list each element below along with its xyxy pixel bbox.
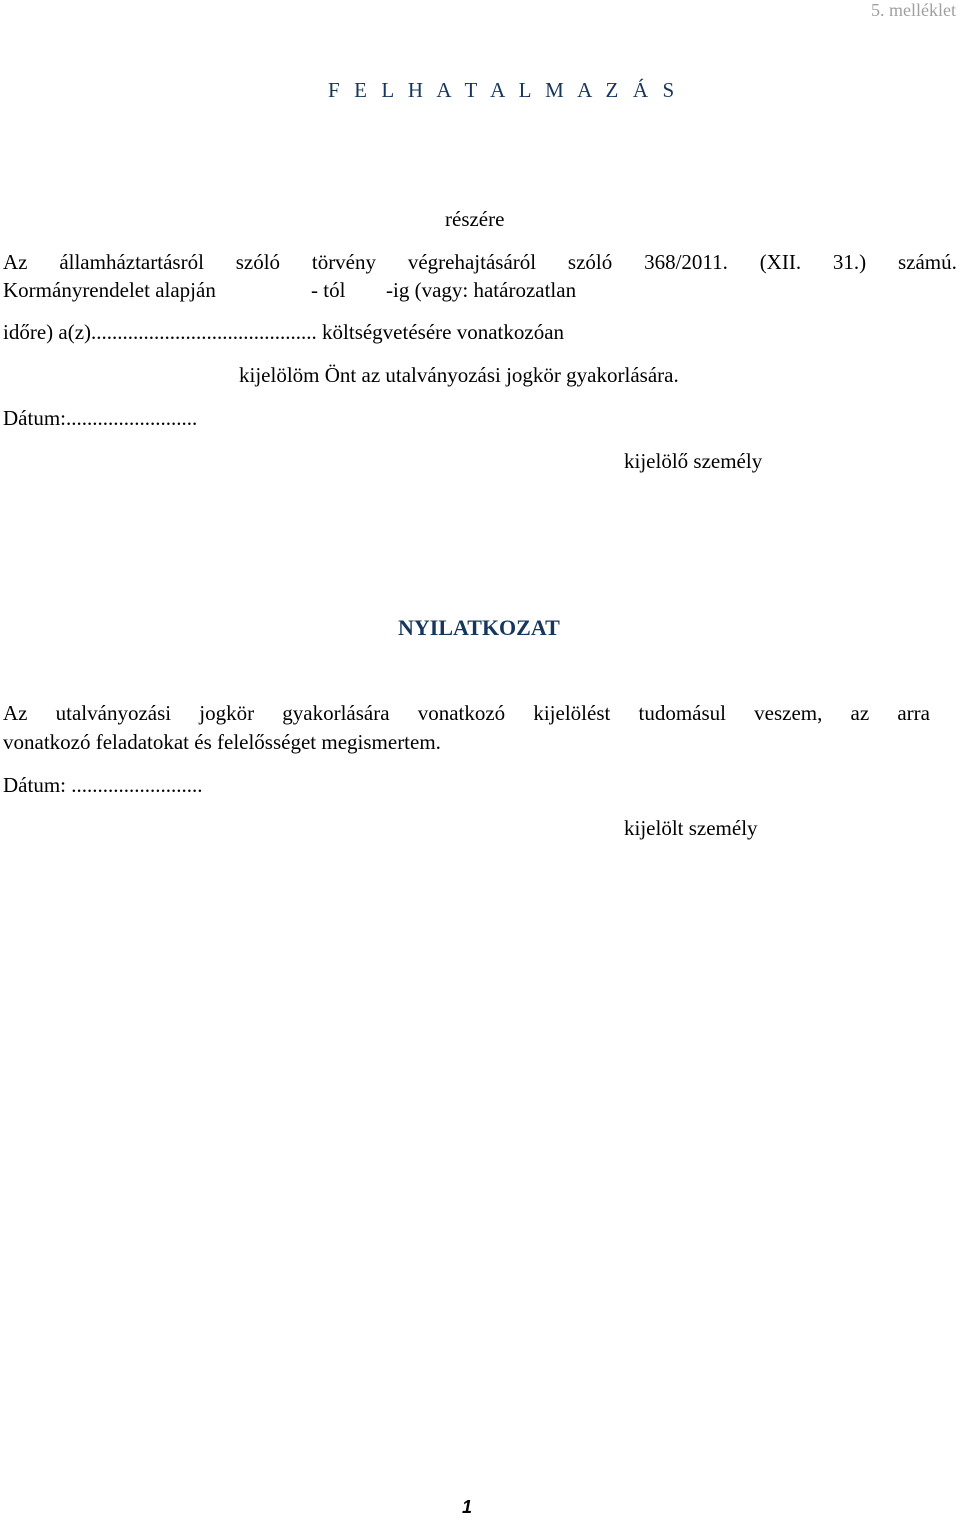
- word: gyakorlására: [282, 701, 390, 725]
- word: szóló: [235, 250, 281, 274]
- word: vonatkozó: [417, 701, 506, 725]
- word: az: [850, 701, 870, 725]
- word: (XII.: [759, 250, 802, 274]
- page-number: 1: [462, 1497, 473, 1517]
- authorization-line-2-part-1: Kormányrendelet alapján: [3, 278, 216, 302]
- designee-signature-label: kijelölt személy: [624, 816, 758, 840]
- word: Az: [3, 701, 28, 725]
- word: jogkör: [199, 701, 255, 725]
- authorization-line-1: [3, 252, 957, 273]
- word: arra: [897, 701, 930, 725]
- word: kijelölést: [533, 701, 611, 725]
- word: veszem,: [754, 701, 823, 725]
- word: államháztartásról: [59, 250, 204, 274]
- declaration-heading: NYILATKOZAT: [398, 615, 560, 640]
- authorization-date: Dátum:.........................: [3, 406, 198, 430]
- declaration-line-1: [3, 703, 930, 724]
- word: tudomásul: [638, 701, 726, 725]
- word: végrehajtásáról: [407, 250, 537, 274]
- word: szóló: [567, 250, 613, 274]
- document-title: F E L H A T A L M A Z Á S: [328, 78, 679, 102]
- word: utalványozási: [55, 701, 172, 725]
- word: 31.): [832, 250, 867, 274]
- word: törvény: [311, 250, 377, 274]
- designator-signature-label: kijelölő személy: [624, 449, 763, 473]
- word: számú.: [897, 250, 957, 274]
- declaration-line-2: vonatkozó feladatokat és felelősséget megismertem.: [3, 730, 441, 754]
- annex-label: 5. melléklet: [871, 0, 956, 20]
- authorization-line-4: kijelölöm Önt az utalványozási jogkör gyakorlására.: [239, 363, 679, 387]
- authorization-line-3: időre) a(z)........................................... költségvetésére vonatkozóan: [3, 320, 565, 344]
- declaration-date: Dátum: .........................: [3, 773, 203, 797]
- word: Az: [3, 250, 28, 274]
- word: 368/2011.: [644, 250, 728, 274]
- authorization-line-2-part-3: -ig (vagy: határozatlan: [386, 278, 577, 302]
- recipient-label: részére: [445, 207, 505, 231]
- authorization-line-2-part-2: - tól: [311, 278, 346, 302]
